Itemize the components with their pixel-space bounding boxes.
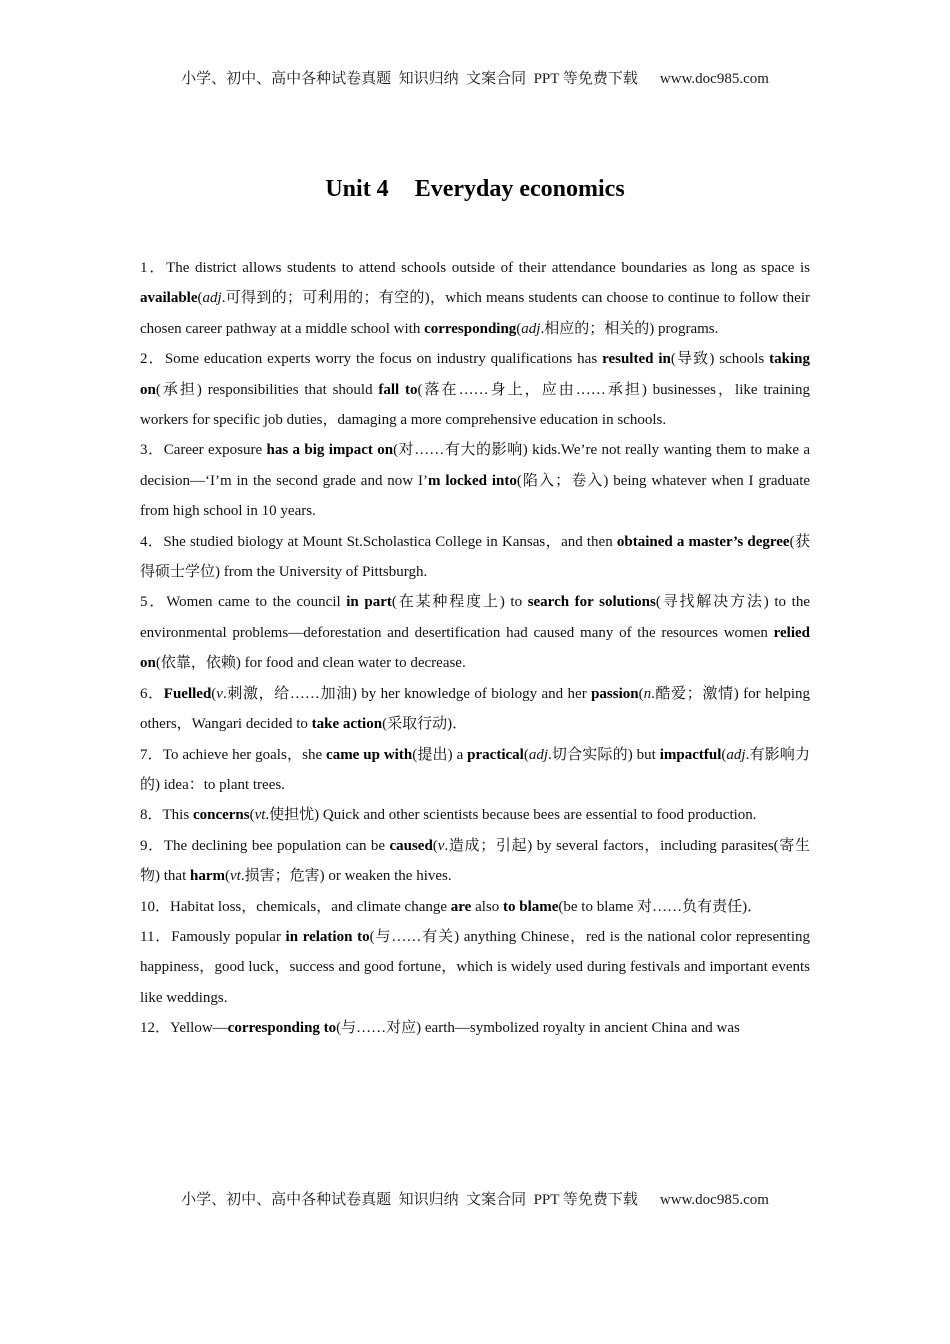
sentence-number: 8． [140, 807, 163, 824]
unit-number: Unit 4 [325, 176, 389, 202]
key-phrase: in part [346, 594, 392, 611]
sentence-text: (与……有关) anything Chinese，red is the national color representing happiness，good luck，success and good fortune，which is widely used during festivals and important events like weddings. [140, 928, 810, 1006]
sentence-text: (be to blame 对……负有责任)． [558, 898, 763, 915]
vocab-sentence-12 [140, 1013, 810, 1043]
sentence-text: .造成；引起) by several factors，including parasites(寄生物) that [140, 837, 810, 885]
sentence-text: ( [516, 320, 522, 337]
vocab-sentence-5 [140, 587, 810, 678]
sentence-number: 7． [140, 746, 163, 763]
vocab-sentence-3 [140, 435, 810, 526]
key-phrase: resulted in [602, 351, 671, 368]
sentence-text: Career exposure [163, 442, 267, 459]
footer-website-url: www.doc985.com [659, 1192, 769, 1208]
key-phrase: Fuelled [163, 685, 212, 702]
sentence-number: 9． [140, 837, 164, 854]
unit-title [0, 172, 950, 206]
sentence-text: (陷入；卷入) being whatever when I graduate from high school in 10 years. [140, 472, 811, 520]
part-of-speech: v [216, 685, 223, 702]
sentence-text: (获得硕士学位) from the University of Pittsburgh. [140, 533, 810, 581]
sentence-number: 3． [140, 442, 164, 459]
sentence-text: Some education experts worry the focus on industry qualifications has [164, 351, 603, 368]
part-of-speech: n [643, 685, 652, 702]
key-phrase: corresponding [424, 320, 517, 337]
sentence-text: (落在……身上，应由……承担) businesses，like training workers for specific job duties，damaging a more comprehensive education in schools. [140, 381, 810, 429]
sentence-text: .可得到的；可利用的；有空的)，which means students can choose to continue to follow their chosen career pathway at a middle school with [140, 290, 810, 337]
sentence-text: .有影响力的) idea：to plant trees. [140, 746, 810, 793]
sentence-number: 6． [140, 685, 164, 702]
sentence-text: Famously popular [171, 928, 286, 945]
part-of-speech: v [437, 837, 445, 854]
vocab-sentence-8 [140, 800, 810, 830]
sentence-text: ( [211, 685, 217, 702]
sentence-text: The declining bee population can be [163, 837, 390, 854]
sentence-text: (依靠，依赖) for food and clean water to decrease. [155, 655, 466, 672]
sentence-text: (导致) schools [670, 351, 770, 368]
page-header [0, 69, 950, 89]
unit-name: Everyday economics [414, 176, 625, 202]
header-website-url: www.doc985.com [659, 71, 769, 87]
vocab-sentence-4 [140, 527, 810, 588]
header-promo-text: 小学、初中、高中各种试卷真题 知识归纳 文案合同 PPT 等免费下载 [181, 71, 638, 87]
sentence-text: ( [638, 685, 644, 702]
part-of-speech: vt [254, 807, 266, 824]
key-phrase: take action [311, 716, 383, 733]
footer-promo-text: 小学、初中、高中各种试卷真题 知识归纳 文案合同 PPT 等免费下载 [181, 1192, 638, 1208]
sentence-text: .刺激，给……加油) by her knowledge of biology and her [222, 685, 592, 702]
vocab-sentence-11 [140, 922, 810, 1013]
part-of-speech: adj [528, 746, 548, 763]
sentence-text: (与……对应) earth—symbolized royalty in ancient China and was [336, 1020, 740, 1037]
key-phrase: available [140, 290, 198, 307]
key-phrase: has a big impact on [266, 442, 394, 459]
key-phrase: practical [467, 746, 524, 763]
key-phrase: passion [591, 685, 639, 702]
key-phrase: search for solutions [527, 594, 656, 611]
sentence-text: Habitat loss，chemicals，and climate change [170, 898, 451, 915]
sentence-text: .使担忧) Quick and other scientists because bees are essential to food production. [265, 807, 757, 824]
sentence-text: .损害；危害) or weaken the hives. [240, 868, 452, 885]
sentence-text: The district allows students to attend schools outside of their attendance boundaries as long as space is [166, 260, 810, 276]
page-footer [0, 1190, 950, 1210]
key-phrase: to blame [502, 898, 559, 915]
part-of-speech: adj [202, 290, 222, 307]
sentence-text: .酷爱；激情) for helping others，Wangari decided to [140, 685, 810, 733]
sentence-text: (寻找解决方法) to the environmental problems—deforestation and desertification had caused many of the resources women [140, 594, 810, 641]
sentence-text: also [471, 898, 503, 915]
sentence-number: 1． [140, 260, 167, 276]
vocab-sentence-1 [140, 253, 810, 344]
sentence-list [140, 253, 810, 1044]
sentence-text: (在某种程度上) to [391, 594, 528, 611]
sentence-number: 10． [140, 898, 171, 915]
vocab-sentence-9 [140, 831, 810, 892]
vocab-sentence-10 [140, 892, 810, 922]
key-phrase: m locked into [427, 472, 517, 489]
key-phrase: are [450, 898, 472, 915]
sentence-number: 4． [140, 533, 164, 550]
sentence-number: 12． [140, 1020, 171, 1037]
sentence-text: ( [225, 868, 230, 885]
sentence-text: (采取行动)． [382, 716, 468, 733]
part-of-speech: adj [726, 746, 746, 763]
key-phrase: taking on [140, 351, 810, 398]
key-phrase: came up with [326, 746, 413, 763]
sentence-text: ( [249, 807, 255, 824]
key-phrase: in relation to [285, 928, 370, 945]
sentence-text: ( [432, 837, 438, 854]
sentence-text: She studied biology at Mount St.Scholastica College in Kansas，and then [163, 533, 617, 550]
vocab-sentence-2 [140, 344, 810, 435]
sentence-text: ( [197, 290, 203, 307]
sentence-text: This [162, 807, 193, 824]
sentence-text: To achieve her goals，she [162, 746, 327, 763]
sentence-text: ( [523, 746, 529, 763]
part-of-speech: adj [521, 320, 541, 337]
sentence-number: 2． [140, 351, 165, 368]
sentence-text: .相应的；相关的) programs. [540, 320, 719, 337]
key-phrase: impactful [659, 746, 722, 763]
sentence-number: 5． [140, 594, 167, 611]
sentence-text: (对……有大的影响) kids.We’re not really wanting them to make a decision—‘I’m in the second grade and now I’ [140, 442, 810, 489]
part-of-speech: vt [230, 868, 241, 885]
sentence-text: Yellow— [170, 1020, 228, 1037]
key-phrase: relied on [140, 624, 810, 672]
sentence-text: ( [721, 746, 727, 763]
sentence-text: (提出) a [412, 746, 468, 763]
vocab-sentence-7 [140, 740, 810, 801]
vocab-sentence-6 [140, 679, 810, 740]
sentence-text: .切合实际的) but [548, 746, 660, 763]
sentence-text: (承担) responsibilities that should [155, 381, 379, 398]
key-phrase: fall to [378, 381, 418, 398]
sentence-number: 11． [140, 928, 172, 945]
key-phrase: corresponding to [227, 1020, 337, 1037]
sentence-text: Women came to the council [166, 594, 347, 611]
key-phrase: harm [190, 868, 225, 885]
key-phrase: concerns [192, 807, 250, 824]
key-phrase: caused [389, 837, 433, 854]
key-phrase: obtained a master’s degree [616, 533, 790, 550]
